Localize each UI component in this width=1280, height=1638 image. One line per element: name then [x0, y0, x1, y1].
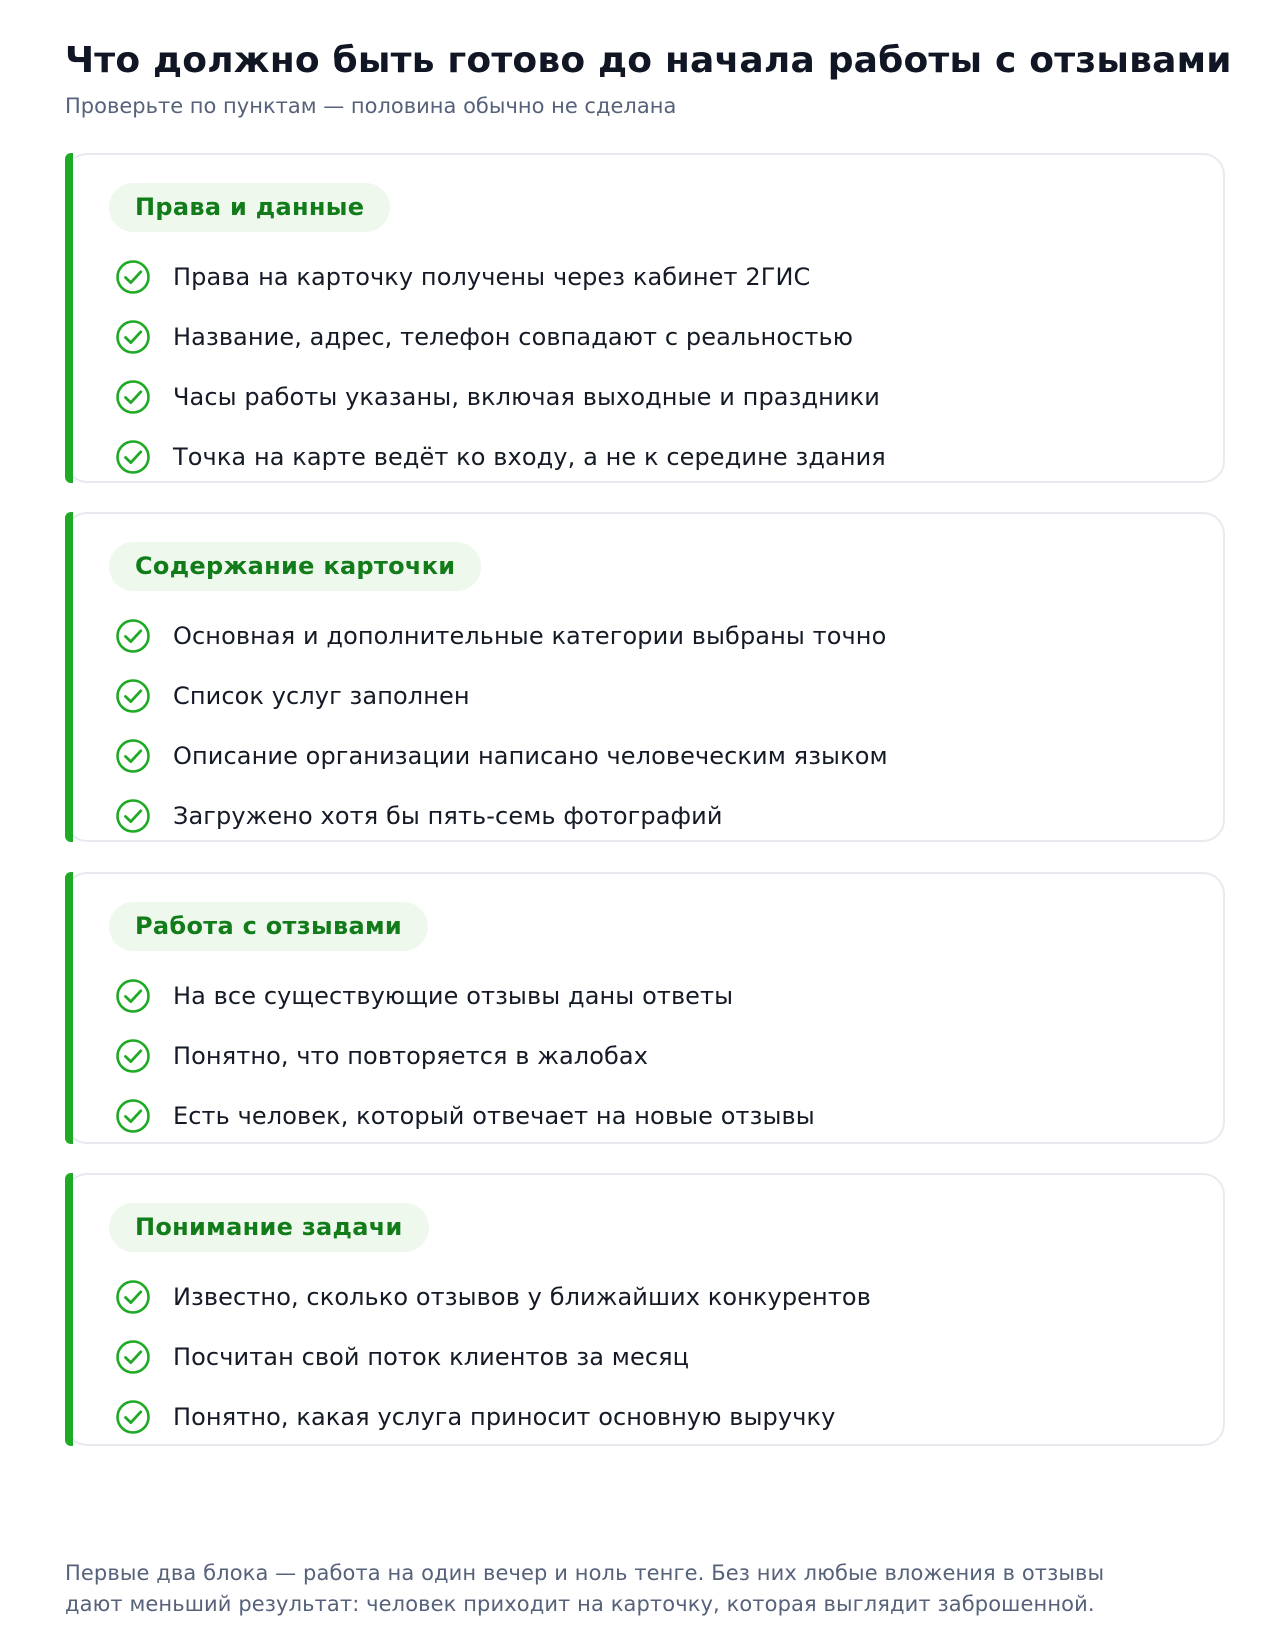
check-circle-icon: [115, 798, 151, 834]
checklist: [115, 606, 888, 846]
checklist-item: [115, 666, 888, 726]
checklist-item-text: Известно, сколько отзывов у ближайших конкурентов: [173, 1283, 871, 1311]
footnote: [65, 1558, 1235, 1620]
checklist-item-text: Точка на карте ведёт ко входу, а не к середине здания: [173, 443, 886, 471]
check-circle-icon: [115, 1098, 151, 1134]
checklist-item-text: Загружено хотя бы пять-семь фотографий: [173, 802, 723, 830]
checklist-item: [115, 1387, 871, 1447]
checklist-item: [115, 1327, 871, 1387]
checklist-item-text: Посчитан свой поток клиентов за месяц: [173, 1343, 690, 1371]
section-card-content: [65, 512, 1225, 842]
checklist-item: [115, 1267, 871, 1327]
checklist-item: [115, 966, 815, 1026]
check-circle-icon: [115, 678, 151, 714]
section-card-task: [65, 1173, 1225, 1446]
check-circle-icon: [115, 1279, 151, 1315]
check-circle-icon: [115, 1038, 151, 1074]
checklist-item: [115, 786, 888, 846]
check-circle-icon: [115, 618, 151, 654]
check-circle-icon: [115, 738, 151, 774]
checklist-item: [115, 307, 886, 367]
check-circle-icon: [115, 259, 151, 295]
check-circle-icon: [115, 1339, 151, 1375]
checklist-item: [115, 1086, 815, 1146]
footnote-line: Первые два блока — работа на один вечер и ноль тенге. Без них любые вложения в отзывы: [65, 1561, 1105, 1585]
check-circle-icon: [115, 439, 151, 475]
checklist-item-text: Права на карточку получены через кабинет 2ГИС: [173, 263, 811, 291]
checklist: [115, 966, 815, 1146]
check-circle-icon: [115, 319, 151, 355]
check-circle-icon: [115, 379, 151, 415]
checklist-item-text: Название, адрес, телефон совпадают с реальностью: [173, 323, 854, 351]
checklist-item-text: Понятно, какая услуга приносит основную выручку: [173, 1403, 836, 1431]
section-title: Работа с отзывами: [109, 902, 428, 951]
checklist: [115, 247, 886, 487]
page-title: Что должно быть готово до начала работы с отзывами: [65, 40, 1232, 81]
checklist-item: [115, 606, 888, 666]
checklist-item-text: Основная и дополнительные категории выбраны точно: [173, 622, 887, 650]
checklist-item-text: Часы работы указаны, включая выходные и праздники: [173, 383, 880, 411]
section-title: Понимание задачи: [109, 1203, 429, 1252]
checklist-item-text: На все существующие отзывы даны ответы: [173, 982, 734, 1010]
section-card-rights: [65, 153, 1225, 483]
section-card-reviews: [65, 872, 1225, 1144]
page-subtitle: Проверьте по пунктам — половина обычно не сделана: [65, 94, 677, 118]
checklist-item: [115, 1026, 815, 1086]
section-title: Права и данные: [109, 183, 390, 232]
checklist-item-text: Список услуг заполнен: [173, 682, 470, 710]
checklist: [115, 1267, 871, 1447]
checklist-item: [115, 427, 886, 487]
check-circle-icon: [115, 978, 151, 1014]
checklist-item: [115, 726, 888, 786]
checklist-item-text: Описание организации написано человеческим языком: [173, 742, 888, 770]
checklist-item: [115, 247, 886, 307]
checklist-item: [115, 367, 886, 427]
check-circle-icon: [115, 1399, 151, 1435]
checklist-item-text: Понятно, что повторяется в жалобах: [173, 1042, 649, 1070]
footnote-line: дают меньший результат: человек приходит на карточку, которая выглядит заброшенной.: [65, 1592, 1095, 1616]
section-title: Содержание карточки: [109, 542, 481, 591]
checklist-item-text: Есть человек, который отвечает на новые отзывы: [173, 1102, 815, 1130]
